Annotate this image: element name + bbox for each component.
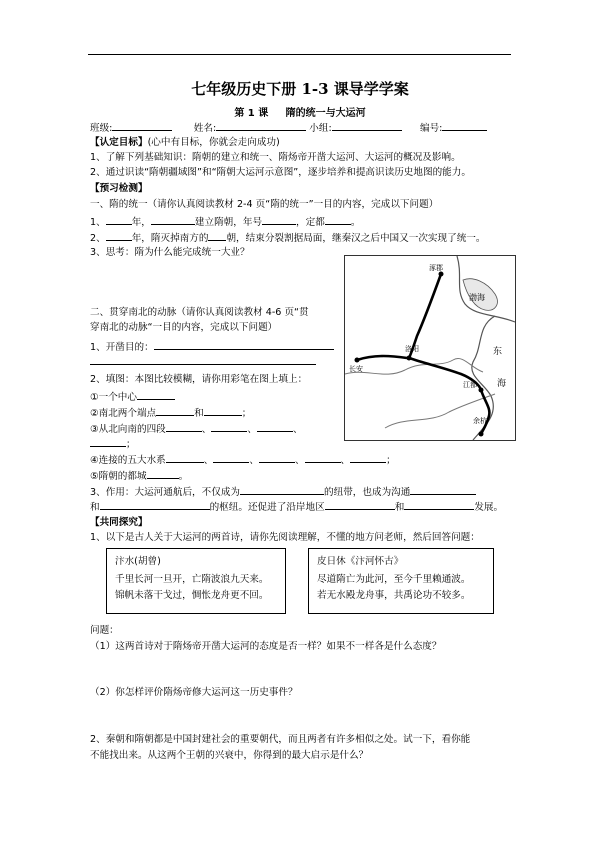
- fill-blank-center[interactable]: [137, 389, 175, 400]
- fill-blank-end-2[interactable]: [204, 405, 242, 416]
- effect-line-2: [90, 499, 503, 514]
- purpose-line: [90, 339, 334, 354]
- fill-item-1: [90, 389, 175, 404]
- explore-question-1: 1、以下是古人关于大运河的两首诗，请你先阅读理解，不懂的地方问老师，然后回答问题：: [90, 532, 480, 543]
- page-title: 七年级历史下册 1-3 课导学学案: [191, 80, 409, 98]
- goals-heading: 【认定目标】: [90, 137, 148, 148]
- fill-item-2: [90, 405, 251, 420]
- effect-part: 和: [394, 502, 405, 513]
- fill-item-5: ⑤隋朝的都城 。: [90, 468, 188, 483]
- fill-item-1-label: ①一个中心: [90, 392, 137, 403]
- fill-blank-end-1[interactable]: [156, 405, 194, 416]
- fill-item-4: ④连接的五大水系 、 、 、 、 ；: [90, 452, 396, 467]
- preview-heading: 【预习检测】: [90, 183, 148, 194]
- group-blank[interactable]: [332, 120, 402, 131]
- fill-item-2-and: 和: [194, 408, 204, 419]
- class-label: 班级:: [90, 123, 113, 134]
- question-label: 问题：: [90, 625, 119, 636]
- goals-motto: (心中有目标，你就会走向成功): [147, 137, 280, 148]
- fill-item-3-cont: ；: [90, 436, 136, 451]
- map-label-changan: 长安: [349, 365, 363, 373]
- q2-blank-dynasty[interactable]: [208, 230, 226, 241]
- id-blank[interactable]: [442, 120, 487, 131]
- poem-1-line-1: 千里长河一旦开，亡隋波浪九天来。: [115, 574, 269, 585]
- map-label-dong: 东: [493, 347, 503, 357]
- section-2-heading-line-1: 二、贯穿南北的动脉（请你认真阅读教材 4-6 页“贯: [90, 307, 309, 318]
- fill-blank-section[interactable]: [211, 421, 247, 432]
- lesson-title: [0, 104, 600, 119]
- class-blank[interactable]: [112, 120, 172, 131]
- effect-part: 3、作用：大运河通航后，不仅成为: [90, 487, 241, 498]
- name-label: 姓名:: [193, 123, 217, 134]
- fill-item-4-label: ④连接的五大水系: [90, 455, 166, 466]
- section-2-heading-line-2: 穿南北的动脉“一目的内容，完成以下问题）: [90, 322, 278, 333]
- poem-2-line-1: 尽道隋亡为此河，至今千里赖通波。: [317, 574, 471, 585]
- fill-item-2-end: ；: [241, 408, 252, 419]
- fill-item-3: ③从北向南的四段 、 、 、: [90, 421, 303, 436]
- q1-part: 建立隋朝，年号: [194, 217, 263, 228]
- grand-canal-map: [344, 255, 516, 441]
- info-line: [90, 120, 487, 135]
- q1-blank-era[interactable]: [262, 214, 296, 225]
- luoyang-dot: [407, 356, 412, 361]
- poem-2-line-2: 若无水殿龙舟事，共禹论功不较多。: [317, 590, 471, 601]
- explore-heading: 【共同探究】: [90, 517, 148, 528]
- effect-blank-aspect-2[interactable]: [404, 499, 474, 510]
- purpose-label: 1、开凿目的：: [90, 342, 154, 353]
- fill-blank-river[interactable]: [166, 452, 204, 463]
- section-1-heading: 一、隋的统一（请你认真阅读教材 2-4 页“隋的统一”一目的内容，完成以下问题）: [90, 199, 439, 210]
- effect-part: 的枢纽。还促进了沿岸地区: [209, 502, 325, 513]
- q1-part: 1、: [90, 217, 106, 228]
- poem-2-title: 皮日休《汴河怀古》: [317, 556, 404, 567]
- id-label: 编号:: [420, 123, 443, 134]
- goals-item-1: 1、了解下列基础知识：隋朝的建立和统一、隋炀帝开凿大运河、大运河的概况及影响。: [90, 152, 461, 163]
- fill-blank-river[interactable]: [259, 452, 295, 463]
- q1-part: ，定都: [296, 217, 325, 228]
- fill-blank-river[interactable]: [350, 452, 386, 463]
- purpose-blank-2[interactable]: [90, 364, 316, 365]
- lesson-number: 第 1 课: [234, 108, 269, 119]
- question-3: 3、思考：隋为什么能完成统一大业？: [90, 247, 250, 258]
- effect-part: 发展。: [474, 502, 504, 513]
- lesson-name: 隋的统一与大运河: [285, 108, 366, 119]
- q1-blank-year[interactable]: [106, 214, 132, 225]
- q1-blank-founder[interactable]: [151, 214, 195, 225]
- poem-1-line-2: 锦帆未落干戈过，惆怅龙舟更不回。: [115, 590, 269, 601]
- q1-blank-capital[interactable]: [325, 214, 351, 225]
- poem-2-scroll: [308, 548, 494, 614]
- goals-heading-line: [90, 136, 280, 149]
- fill-blank-section[interactable]: [166, 421, 202, 432]
- top-rule: [88, 54, 511, 55]
- fill-item-5-label: ⑤隋朝的都城: [90, 471, 147, 482]
- fill-blank-river[interactable]: [305, 452, 341, 463]
- q2-blank-year[interactable]: [106, 230, 132, 241]
- fill-blank-capital[interactable]: [147, 468, 179, 479]
- map-label-zhuojun: 涿郡: [429, 264, 443, 272]
- purpose-blank[interactable]: [154, 339, 334, 350]
- map-label-luoyang: 洛阳: [405, 345, 419, 353]
- effect-part: 的纽带，也成为沟通: [324, 487, 411, 498]
- q1-part: 年，: [131, 217, 151, 228]
- effect-blank-region-1[interactable]: [410, 484, 476, 495]
- guangtong-canal: [357, 356, 407, 360]
- q2-part: 朝，结束分裂割据局面，继秦汉之后中国又一次实现了统一。: [226, 233, 486, 244]
- q2-part: 年，隋灭掉南方的: [131, 233, 209, 244]
- effect-blank-region-2[interactable]: [100, 499, 210, 510]
- effect-blank-bond[interactable]: [240, 484, 324, 495]
- question-2: [90, 230, 485, 245]
- map-label-bohai: 渤海: [469, 293, 485, 302]
- name-blank[interactable]: [216, 120, 306, 131]
- yuhang-dot: [479, 432, 484, 437]
- fill-blank-section[interactable]: [90, 436, 126, 447]
- fill-item-3-label: ③从北向南的四段: [90, 424, 166, 435]
- map-drawing: [345, 256, 515, 440]
- effect-blank-aspect-1[interactable]: [325, 499, 395, 510]
- fill-item-2-label: ②南北两个端点: [90, 408, 157, 419]
- map-label-hai: 海: [497, 379, 507, 389]
- changan-dot: [355, 358, 360, 363]
- q2-part: 2、: [90, 233, 106, 244]
- explore-question-2-line-1: 2、秦朝和隋朝都是中国封建社会的重要朝代，而且两者有许多相似之处。试一下，看你能: [90, 734, 471, 745]
- poem-1-title: 汴水(胡曾): [115, 556, 161, 567]
- fill-blank-river[interactable]: [213, 452, 249, 463]
- fill-map-heading: 2、填图：本图比较模糊，请你用彩笔在图上填上：: [90, 374, 308, 385]
- q1-part: 。: [350, 217, 361, 228]
- question-1: [90, 214, 360, 229]
- group-label: 小组:: [309, 123, 332, 134]
- goals-item-2: 2、通过识读“隋朝疆域图”和“隋朝大运河示意图”，逐步培养和提高识读历史地图的能力。: [90, 167, 471, 178]
- poem-1-scroll: [106, 548, 286, 614]
- explore-sub-question-2: （2）你怎样评价隋炀帝修大运河这一历史事件？: [90, 687, 298, 698]
- fill-blank-section[interactable]: [257, 421, 293, 432]
- explore-sub-question-1: （1）这两首诗对于隋炀帝开凿大运河的态度是否一样？如果不一样各是什么态度？: [90, 641, 442, 652]
- map-label-yuhang: 余杭: [473, 417, 487, 425]
- effect-part: 和: [90, 502, 100, 513]
- map-label-jiangdu: 江都: [463, 381, 477, 389]
- jiangdu-dot: [479, 388, 484, 393]
- effect-line-1: [90, 484, 476, 499]
- explore-question-2-line-2: 不能找出来。从这两个王朝的兴衰中，你得到的最大启示是什么？: [90, 750, 369, 761]
